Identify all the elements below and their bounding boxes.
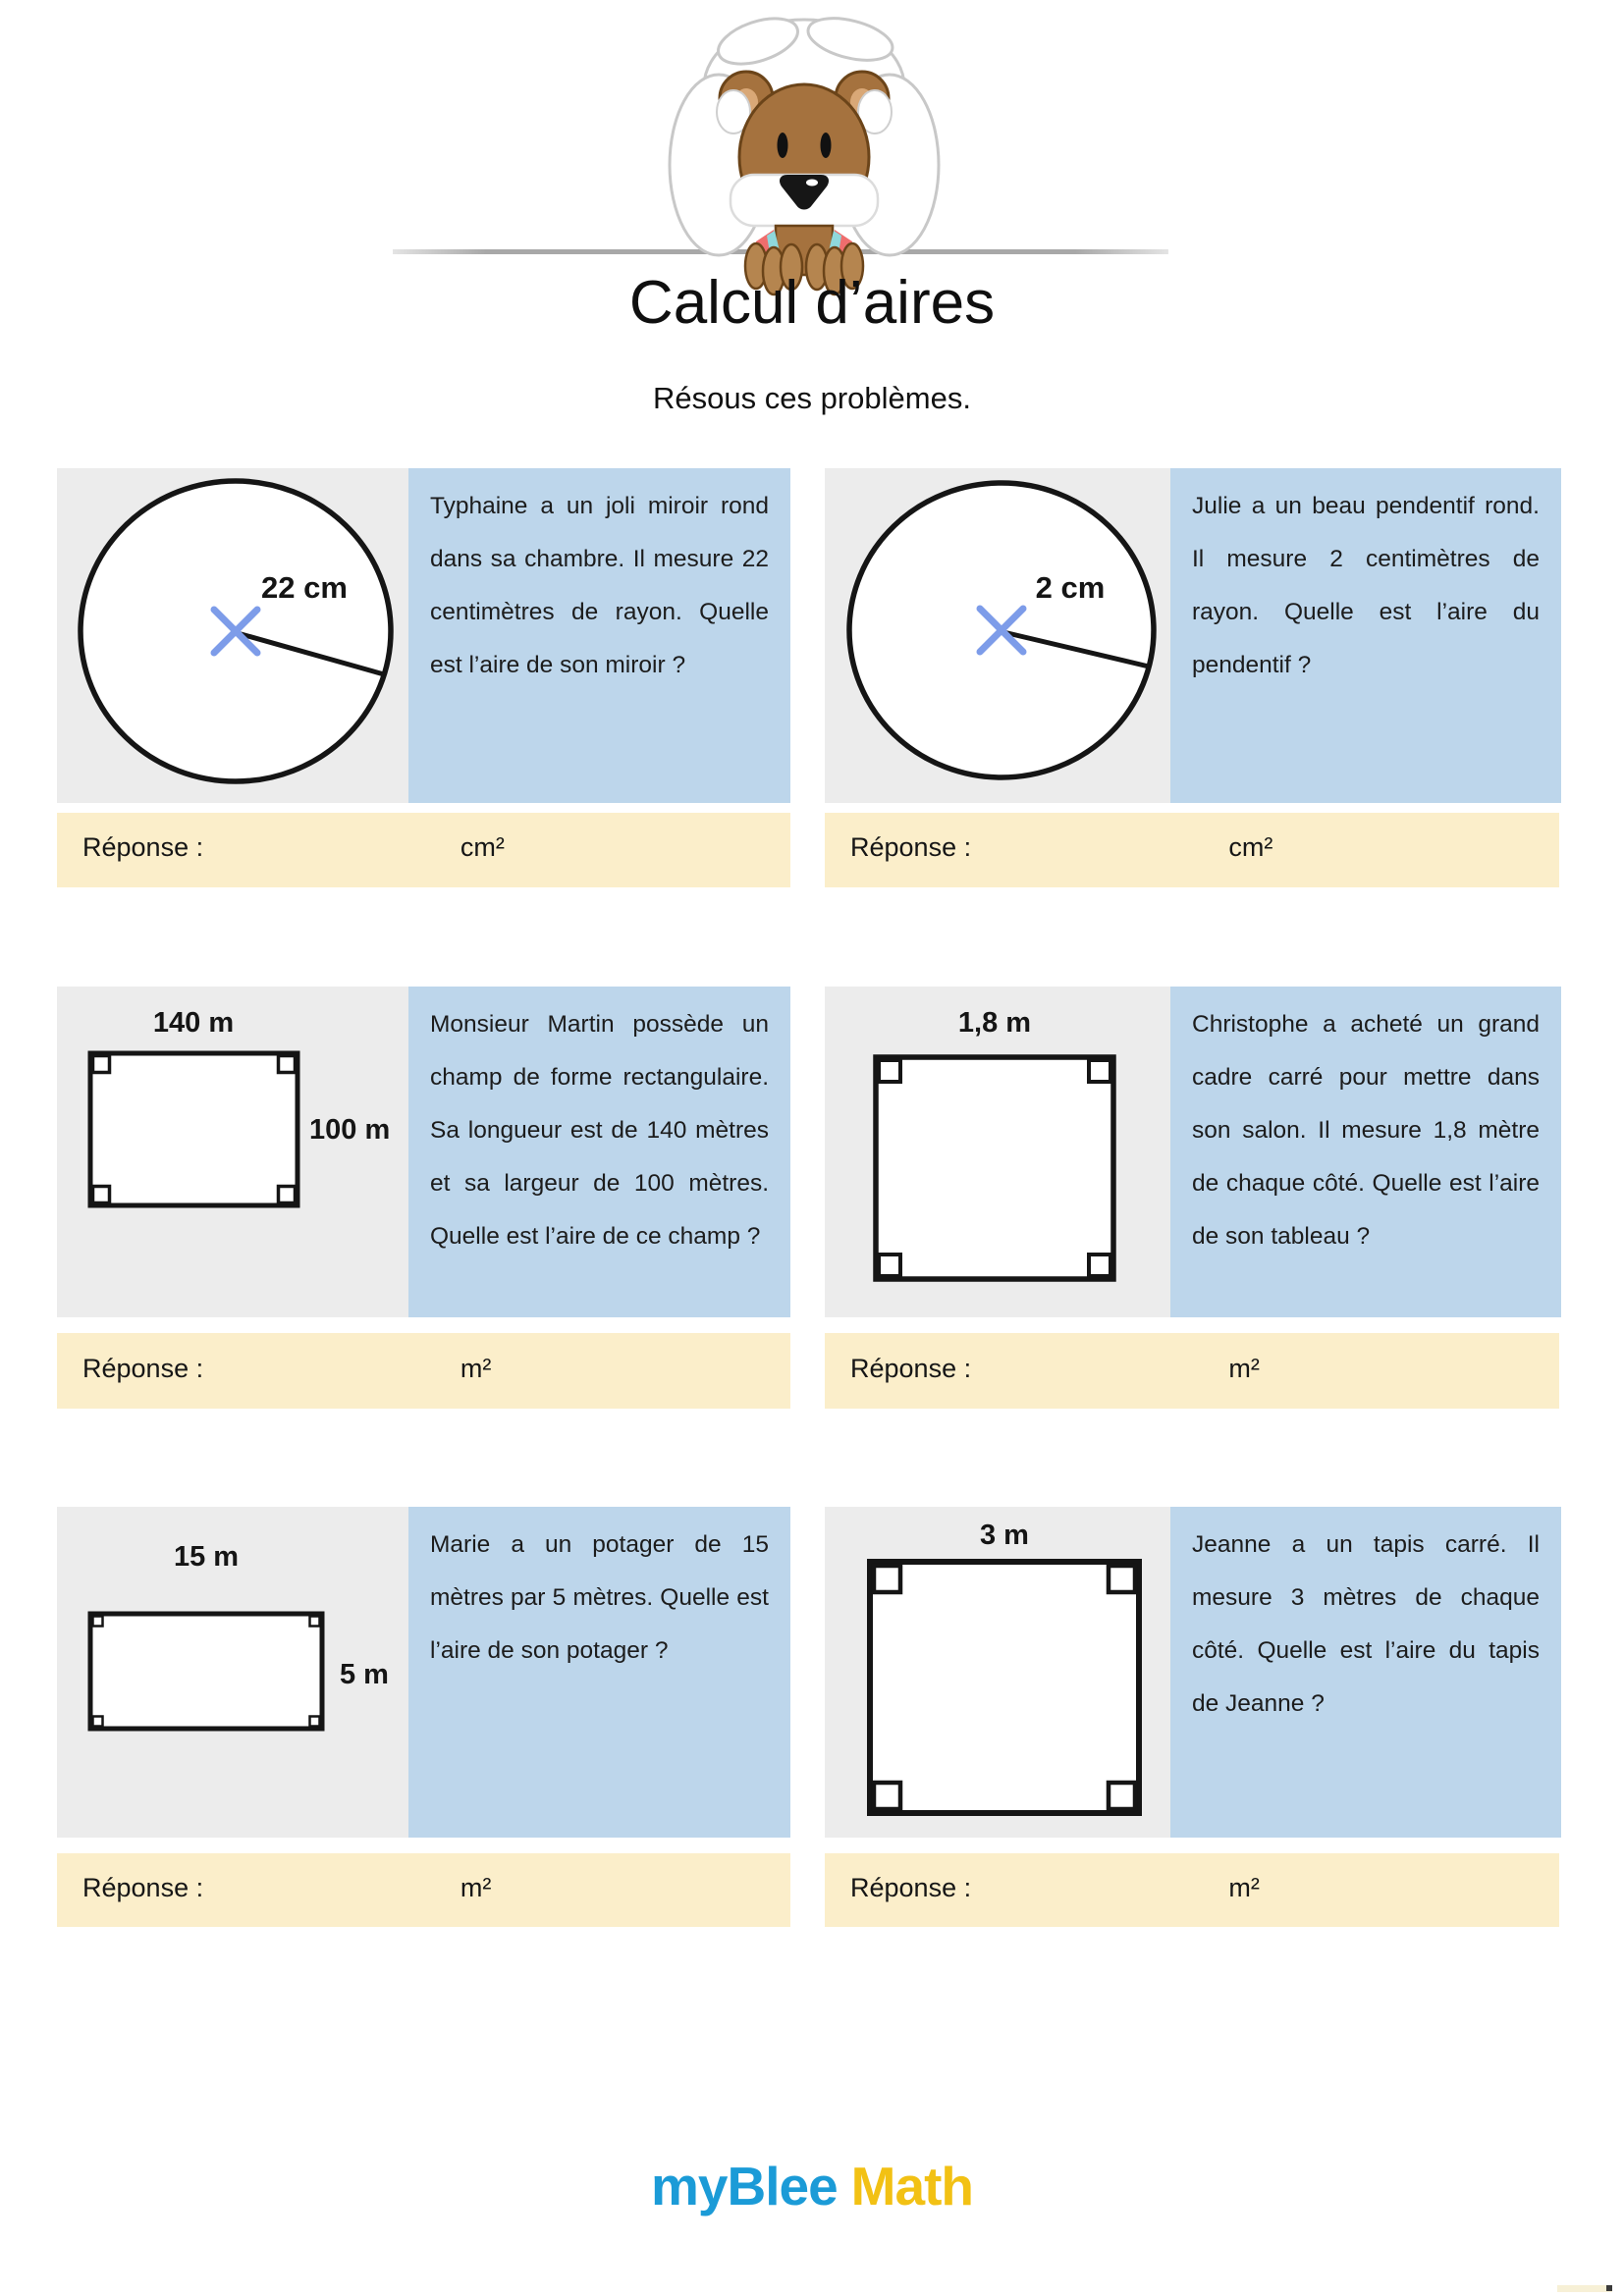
answer-label: Réponse :	[82, 1353, 204, 1383]
square-diagram-1-8m	[825, 987, 1170, 1317]
logo-myblee: myBlee	[651, 2156, 838, 2216]
problem-4-answer-strip	[825, 1333, 1559, 1409]
circle-diagram-2cm	[825, 468, 1170, 803]
answer-label: Réponse :	[82, 832, 204, 863]
answer-label: Réponse :	[850, 1353, 972, 1383]
side-label: 1,8 m	[957, 1007, 1032, 1039]
logo-math: Math	[850, 2156, 973, 2216]
square-shape	[870, 1562, 1139, 1813]
problem-6-diagram-panel	[825, 1507, 1170, 1838]
problem-text: Julie a un beau pendentif rond. Il mesure 2 centimètres de rayon. Quelle est l’aire du pendentif ?	[1192, 493, 1540, 678]
radius-label: 2 cm	[1035, 570, 1106, 605]
problem-1-answer-strip	[57, 813, 790, 887]
scan-artifact-strip	[1557, 2285, 1612, 2292]
side-label: 3 m	[980, 1520, 1029, 1551]
radius-label: 22 cm	[261, 570, 348, 605]
problem-6-text-panel	[1170, 1507, 1561, 1838]
height-label: 5 m	[340, 1659, 389, 1690]
square-diagram-3m	[825, 1507, 1170, 1838]
problem-text: Monsieur Martin possède un champ de forme rectangulaire. Sa longueur est de 140 mètres et sa largeur de 100 mètres. Quelle est l’aire de ce champ ?	[430, 1011, 769, 1250]
problem-3-diagram-panel	[57, 987, 408, 1317]
mascot-nose-shine	[806, 180, 818, 187]
problem-text: Jeanne a un tapis carré. Il mesure 3 mètres de chaque côté. Quelle est l’aire du tapis de Jeanne ?	[1192, 1531, 1540, 1717]
problem-2-diagram-panel	[825, 468, 1170, 803]
page-subtitle: Résous ces problèmes.	[653, 381, 971, 415]
page-title: Calcul d’aires	[628, 269, 996, 337]
rectangle-diagram-140x100	[57, 987, 408, 1317]
rectangle-shape	[90, 1053, 298, 1205]
answer-unit: m²	[460, 1872, 492, 1902]
answer-unit: m²	[1228, 1353, 1260, 1383]
problem-text: Typhaine a un joli miroir rond dans sa chambre. Il mesure 22 centimètres de rayon. Quelle est l’aire de son miroir ?	[430, 493, 769, 678]
problem-3-text-panel	[408, 987, 790, 1317]
problem-5-diagram-panel	[57, 1507, 408, 1838]
problem-2-answer-strip	[825, 813, 1559, 887]
problem-3-answer-strip	[57, 1333, 790, 1409]
rectangle-shape	[90, 1614, 322, 1729]
brand-logo	[0, 2156, 1624, 2216]
answer-unit: cm²	[460, 832, 505, 863]
answer-unit: m²	[460, 1353, 492, 1383]
answer-label: Réponse :	[850, 1872, 972, 1902]
problem-text: Marie a un potager de 15 mètres par 5 mètres. Quelle est l’aire de son potager ?	[430, 1531, 769, 1664]
answer-label: Réponse :	[850, 832, 972, 863]
mascot-image	[641, 8, 967, 298]
problem-5-text-panel	[408, 1507, 790, 1838]
circle-diagram-22cm	[57, 468, 408, 803]
answer-unit: m²	[1228, 1872, 1260, 1902]
problem-5-answer-strip	[57, 1853, 790, 1927]
mascot-eye-left	[778, 133, 788, 158]
answer-unit: cm²	[1228, 832, 1273, 863]
problem-text: Christophe a acheté un grand cadre carré pour mettre dans son salon. Il mesure 1,8 mètre de chaque côté. Quelle est l’aire de son tableau ?	[1192, 1011, 1540, 1250]
scan-artifact-dot	[1606, 2285, 1612, 2291]
width-label: 140 m	[152, 1007, 235, 1039]
square-shape	[876, 1057, 1113, 1279]
problem-4-diagram-panel	[825, 987, 1170, 1317]
height-label: 100 m	[309, 1114, 391, 1146]
answer-label: Réponse :	[82, 1872, 204, 1902]
problem-1-text-panel	[408, 468, 790, 803]
width-label: 15 m	[173, 1541, 240, 1573]
rectangle-diagram-15x5	[57, 1507, 408, 1838]
problem-1-diagram-panel	[57, 468, 408, 803]
problem-6-answer-strip	[825, 1853, 1559, 1927]
mascot-eye-right	[821, 133, 832, 158]
problem-2-text-panel	[1170, 468, 1561, 803]
problem-4-text-panel	[1170, 987, 1561, 1317]
